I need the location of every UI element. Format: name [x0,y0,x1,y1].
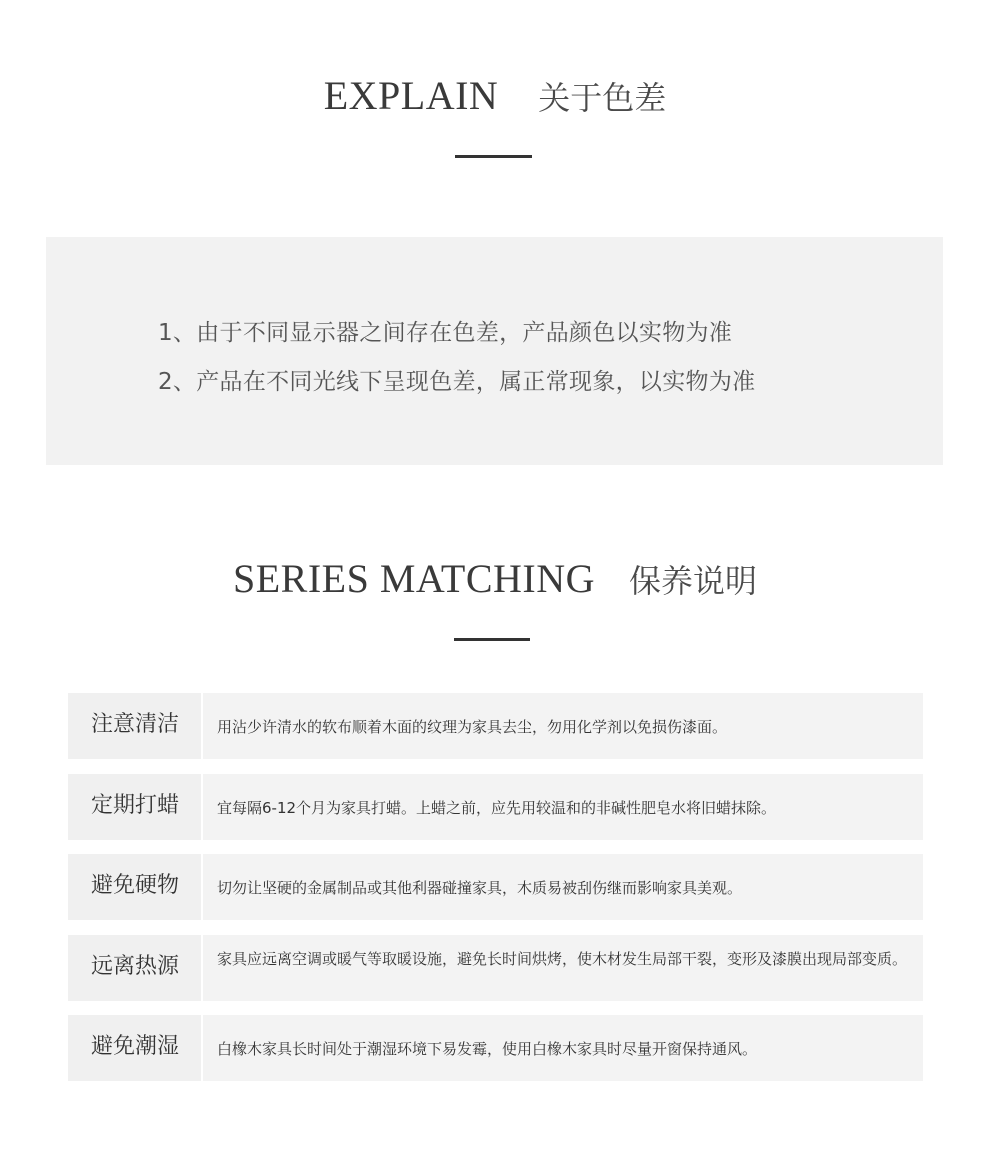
care-label-cell [68,854,203,920]
care-label: 注意清洁 [91,712,180,737]
care-label-cell [68,935,203,1001]
care-item-cleaning [68,693,923,759]
care-description: 宜每隔6-12个月为家具打蜡。上蜡之前，应先用较温和的非碱性肥皂水将旧蜡抹除。 [217,799,777,817]
explain-divider [455,155,532,158]
care-label: 定期打蜡 [91,793,180,818]
explain-heading [0,72,990,119]
care-item-hard-objects [68,854,923,920]
series-divider [454,638,530,641]
series-title-cn: 保养说明 [628,562,757,600]
care-label: 避免潮湿 [91,1034,180,1059]
care-label-cell [68,1015,203,1081]
care-label: 避免硬物 [91,873,180,898]
care-label-cell [68,693,203,759]
care-label: 远离热源 [91,954,180,979]
care-description: 用沾少许清水的软布顺着木面的纹理为家具去尘，勿用化学剂以免损伤漆面。 [217,718,728,736]
care-item-humidity [68,1015,923,1081]
explain-title-en: EXPLAIN [323,73,499,118]
care-description: 家具应远离空调或暖气等取暖设施，避免长时间烘烤，使木材发生局部干裂，变形及漆膜出现局部变质。 [217,950,908,968]
care-description: 白橡木家具长时间处于潮湿环境下易发霉，使用白橡木家具时尽量开窗保持通风。 [217,1040,758,1058]
color-difference-notice [46,237,943,465]
care-description: 切勿让坚硬的金属制品或其他利器碰撞家具，木质易被刮伤继而影响家具美观。 [217,879,743,897]
explain-title-cn: 关于色差 [538,79,667,117]
series-title-en: SERIES MATCHING [233,556,595,601]
notice-line-2: 2、产品在不同光线下呈现色差，属正常现象，以实物为准 [158,369,756,395]
care-label-cell [68,774,203,840]
series-heading [0,555,990,602]
notice-line-1: 1、由于不同显示器之间存在色差，产品颜色以实物为准 [158,320,733,346]
care-item-heat-source [68,935,923,1001]
care-item-waxing [68,774,923,840]
